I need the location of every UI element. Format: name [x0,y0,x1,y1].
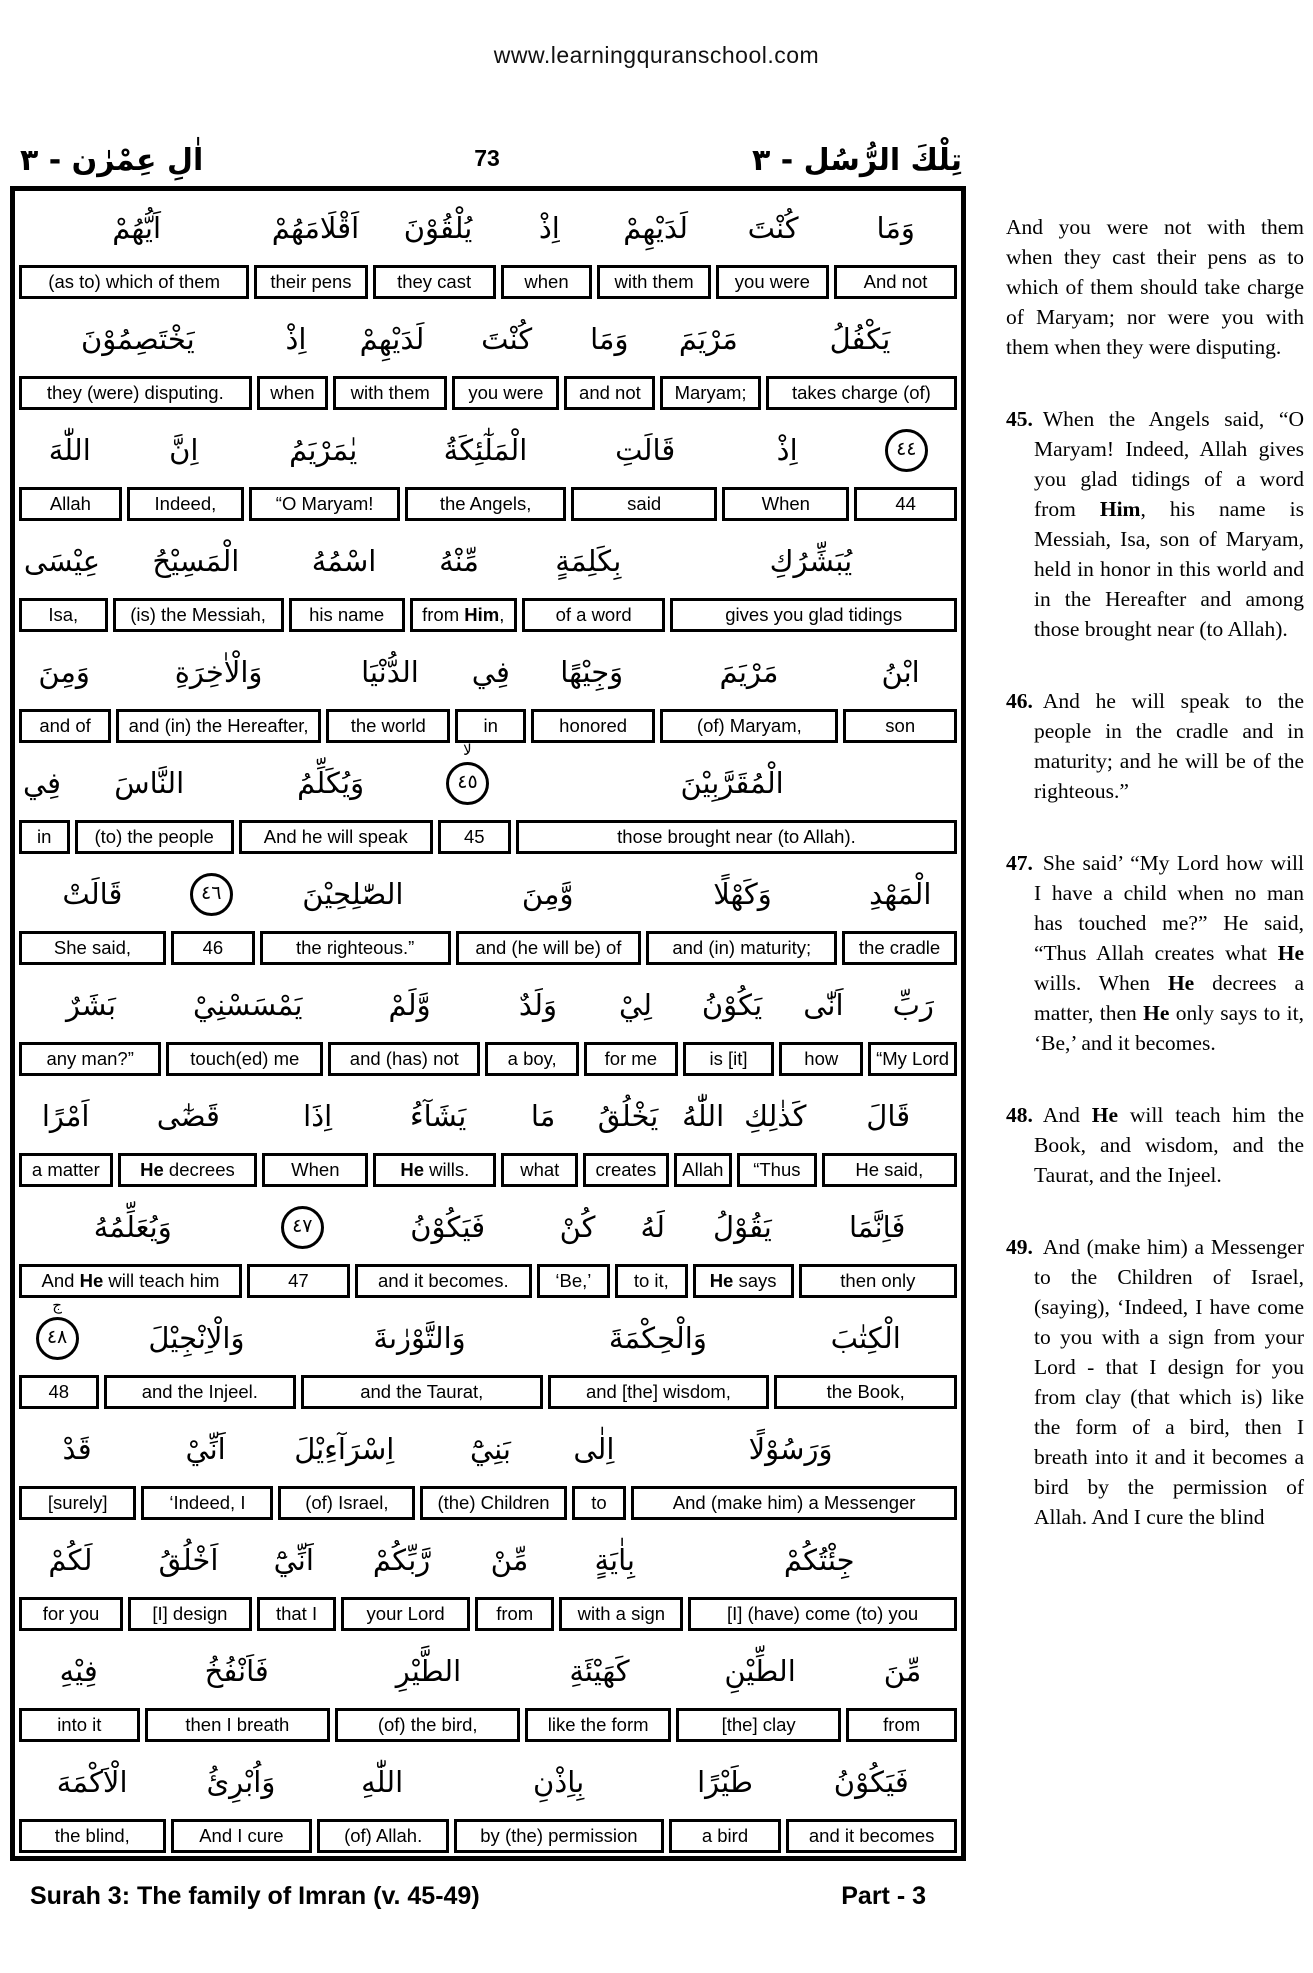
surah-footer-label: Surah 3: The family of Imran (v. 45-49) [30,1882,480,1910]
translation-cell: is [it] [683,1042,775,1076]
arabic-word: اِذَا [303,1099,333,1133]
arabic-word: رَبِّ [892,988,934,1022]
arabic-word: اِذْ [285,322,307,356]
arabic-word: وَّلَمْ [388,988,431,1022]
arabic-word: لَدَيْهِمْ [359,322,425,356]
verse-end-circle: ٤٥ لا [446,762,489,805]
translation-paragraph [1006,1232,1304,1532]
translation-cell: the blind, [19,1819,166,1853]
arabic-word: وَاُبْرِئُ [206,1765,276,1799]
arabic-word: بَنِيْٓ [470,1432,511,1466]
arabic-word: يُبَشِّرُكِ [769,544,853,578]
translation-cell: He wills. [373,1153,496,1187]
verse-number: 45. [1006,407,1033,431]
arabic-word: وَيُكَلِّمُ [297,766,365,800]
translation-cell: that I [257,1597,337,1631]
translation-cell: And He will teach him [19,1264,242,1298]
part-label: Part - 3 [841,1882,926,1910]
translation-cell: ‘Be,’ [537,1264,610,1298]
translation-cell: 44 [854,487,957,521]
translation-cell: for me [584,1042,678,1076]
arabic-word: وَمَا [590,322,629,356]
arabic-word: الطِّيْنِ [724,1654,796,1688]
translation-cell: He says [693,1264,794,1298]
translation-cell: and it becomes [786,1819,957,1853]
arabic-word: يَكُوْنُ [701,988,763,1022]
arabic-word: الدُّنْيَا [361,655,419,689]
arabic-word: مَا [530,1099,556,1133]
translation-cell: [the] clay [676,1708,841,1742]
translation-cell: takes charge (of) [766,376,957,410]
translation-cell: [I] design [128,1597,252,1631]
arabic-word: وَرَسُوْلًا [748,1432,833,1466]
arabic-word: يُلْقُوْنَ [403,211,473,245]
translation-cell: with them [597,265,710,299]
translation-line [15,1708,961,1742]
translation-cell: and (has) not [328,1042,480,1076]
page-number: 73 [474,145,500,171]
table-row [15,413,961,521]
translation-cell: you were [452,376,559,410]
arabic-line [15,1295,961,1375]
translation-cell: Allah [19,487,122,521]
arabic-line [15,413,961,487]
translation-cell: of a word [522,598,666,632]
arabic-word: اَنّٰى [803,988,844,1022]
arabic-word: بِاِذْنِ [533,1765,585,1799]
translation-cell: and the Injeel. [104,1375,296,1409]
verse-text: And He will teach him the Book, and wisdom, and the Taurat, and the Injeel. [1034,1103,1304,1187]
translation-cell: (the) Children [420,1486,567,1520]
arabic-word: فَيَكُوْنُ [410,1210,486,1244]
translation-cell: the Book, [774,1375,957,1409]
translation-cell: (of) Maryam, [660,709,838,743]
translation-cell: and (in) the Hereafter, [116,709,321,743]
page-header [12,126,962,178]
arabic-word [856,413,957,487]
arabic-line [15,857,961,931]
translation-cell: and not [564,376,655,410]
word-by-word-table [10,186,966,1861]
arabic-word: اَنِّيْٓ [273,1543,314,1577]
page-footer [30,1882,926,1911]
verse-end-circle: ٤٦ [190,873,233,916]
verse-text: When the Angels said, “O Maryam! Indeed, Allah gives you glad tidings of a word from Him, his name is Messiah, Isa, son of Maryam, held in honor in this world and in the Hereafter and among those brought near (to Allah). [1034,407,1304,641]
arabic-line [15,524,961,598]
translation-cell: When [722,487,849,521]
arabic-word: لِيْ [619,988,653,1022]
translation-paragraph [1006,686,1304,806]
translation-cell: what [501,1153,578,1187]
translation-paragraph [1006,1100,1304,1190]
arabic-word: فِي [22,766,62,800]
translation-cell: and the Taurat, [301,1375,542,1409]
arabic-word [251,1190,353,1264]
arabic-word: الْمُقَرَّبِيْنَ [680,766,784,800]
translation-paragraph [1006,404,1304,644]
arabic-word: لَدَيْهِمْ [623,211,688,245]
translation-line [15,1375,961,1409]
translation-line [15,1264,961,1298]
translation-cell: She said, [19,931,166,965]
verse-number: 49. [1006,1235,1033,1259]
arabic-word [19,1295,95,1375]
arabic-line [15,302,961,376]
translation-cell: like the form [525,1708,671,1742]
arabic-word: الْمَلٰٓئِكَةُ [443,433,528,467]
arabic-word: وَالْاِنْجِيْلَ [148,1321,245,1355]
translation-cell: (to) the people [75,820,234,854]
arabic-word: رَّبِّكُمْ [372,1543,431,1577]
translation-cell: the world [326,709,450,743]
arabic-word: قَالَ [866,1099,911,1133]
translation-line [15,1042,961,1076]
translation-cell: (as to) which of them [19,265,249,299]
arabic-line [15,968,961,1042]
translation-paragraph [1006,848,1304,1058]
translation-cell: from [846,1708,957,1742]
translation-cell: and (in) maturity; [646,931,837,965]
arabic-word: فَاَنْفُخُ [204,1654,269,1688]
translation-cell: and (he will be) of [456,931,642,965]
translation-line [15,1153,961,1187]
arabic-word: لَكُمْ [48,1543,93,1577]
arabic-word: وَّمِنَ [521,877,574,911]
table-row [15,857,961,965]
arabic-word: كُنْتَ [747,211,799,245]
translation-cell: your Lord [341,1597,470,1631]
arabic-word: مَرْيَمَ [719,655,779,689]
verse-number: 47. [1006,851,1033,875]
arabic-word: وَالتَّوْرٰىةَ [373,1321,466,1355]
arabic-line [15,1412,961,1486]
translation-cell: 48 [19,1375,99,1409]
arabic-word: يَشَآءُ [409,1099,467,1133]
translation-cell: son [843,709,957,743]
translation-cell: gives you glad tidings [670,598,957,632]
translation-cell: the cradle [842,931,957,965]
translation-cell: those brought near (to Allah). [516,820,957,854]
translation-cell: in [455,709,526,743]
table-row [15,1523,961,1631]
arabic-word: قَالَتِ [615,433,676,467]
arabic-word: فِي [471,655,510,689]
verse-number: 48. [1006,1103,1033,1127]
table-row [15,740,961,854]
table-row [15,1079,961,1187]
arabic-line [15,1745,961,1819]
arabic-word: كَهَيْئَةِ [569,1654,630,1688]
translation-cell: “My Lord [868,1042,957,1076]
translation-cell: with a sign [559,1597,683,1631]
translation-line [15,265,961,299]
surah-name-arabic: اٰلِ عِمْرٰن - ٣ [20,143,204,178]
verse-end-circle: ٤٨ ج [36,1317,79,1360]
table-row [15,524,961,632]
arabic-word: اِذْ [776,433,798,467]
translation-cell: a boy, [485,1042,579,1076]
arabic-word: الطَّيْرِ [395,1654,462,1688]
arabic-word: كَذٰلِكِ [744,1099,807,1133]
translation-cell: “Thus [737,1153,816,1187]
translation-cell: his name [289,598,405,632]
table-row [15,1745,961,1853]
arabic-word: فِيْهِ [59,1654,98,1688]
translation-cell: Isa, [19,598,108,632]
arabic-word: الْمَهْدِ [869,877,932,911]
arabic-word [433,740,503,820]
arabic-word: يَقُوْلُ [713,1210,772,1244]
translation-cell: ‘Indeed, I [141,1486,273,1520]
translation-cell: you were [716,265,829,299]
arabic-word: وَمِنَ [38,655,90,689]
translation-line [15,709,961,743]
arabic-word: قَدْ [62,1432,92,1466]
waqf-mark: ج [52,1295,62,1314]
translation-cell: And not [834,265,957,299]
verse-text: And (make him) a Messenger to the Children of Israel, (saying), ‘Indeed, I have come to you with a sign from your Lord - that I design for you from clay (that which is) like the form of a bird, then I breath into it and it becomes a bird by the permission of Allah. And I cure the blind [1034,1235,1304,1529]
verse-number: 46. [1006,689,1033,713]
arabic-line [15,191,961,265]
table-row [15,1190,961,1298]
translation-cell: He decrees [118,1153,258,1187]
translation-line [15,1819,961,1853]
arabic-word: مِّنْهُ [439,544,479,578]
translation-cell: And I cure [171,1819,313,1853]
arabic-word: قَالَتْ [62,877,123,911]
arabic-word: وَالْاٰخِرَةِ [174,655,263,689]
site-url: www.learningquranschool.com [493,42,820,68]
arabic-word: الصّٰلِحِيْنَ [302,877,404,911]
arabic-word: وَجِيْهًا [560,655,624,689]
arabic-word: وَمَا [876,211,915,245]
table-row [15,1634,961,1742]
translation-cell: [surely] [19,1486,136,1520]
translation-cell: Allah [674,1153,733,1187]
arabic-word: اَخْلُقُ [158,1543,219,1577]
translation-cell: a bird [669,1819,782,1853]
translation-cell: (of) Allah. [317,1819,449,1853]
arabic-line [15,1190,961,1264]
translation-cell: to [572,1486,626,1520]
arabic-line [15,1523,961,1597]
translation-cell: (is) the Messiah, [113,598,284,632]
arabic-word: بَشَرٌ [66,988,116,1022]
arabic-word: كُنْ [559,1210,596,1244]
translation-cell: in [19,820,70,854]
translation-line [15,1486,961,1520]
translation-cell: honored [531,709,655,743]
translation-cell: a matter [19,1153,113,1187]
verse-text: And he will speak to the people in the cradle and in maturity; and he will be of the righteous.” [1034,689,1304,803]
verse-end-circle: ٤٤ [885,429,928,472]
arabic-line [15,740,961,820]
arabic-word: مِّنَ [883,1654,922,1688]
translation-line [15,598,961,632]
arabic-word: اسْمُهُ [311,544,377,578]
arabic-word: فَيَكُوْنُ [833,1765,909,1799]
translation-cell: they (were) disputing. [19,376,252,410]
arabic-word: قَضٰٓى [156,1099,220,1133]
arabic-line [15,1634,961,1708]
translation-cell: 46 [171,931,255,965]
arabic-word: وَكَهْلًا [713,877,772,911]
translation-line [15,820,961,854]
juz-name-arabic: تِلْكَ الرُّسُل - ٣ [751,143,962,178]
translation-cell: when [501,265,593,299]
translation-cell: said [571,487,717,521]
arabic-word: اللّٰهَ [48,433,91,467]
translation-line [15,931,961,965]
translation-cell: then only [799,1264,957,1298]
table-row [15,968,961,1076]
verse-text: And you were not with them when they cast their pens as to which of them should take charge of Maryam; nor were you with them when they were disputing. [1006,215,1304,359]
arabic-word: النَّاسَ [114,766,185,800]
translation-cell: into it [19,1708,140,1742]
translation-cell: from [475,1597,555,1631]
translation-cell: by (the) permission [454,1819,664,1853]
translation-cell: to it, [615,1264,687,1298]
translation-cell: 47 [247,1264,350,1298]
arabic-word: الْاَكْمَهَ [56,1765,128,1799]
table-row [15,1412,961,1520]
arabic-word: عِيْسَى [23,544,101,578]
arabic-word: مَرْيَمَ [678,322,738,356]
arabic-word: يَخْلُقُ [597,1099,659,1133]
translation-cell: how [779,1042,863,1076]
translation-paragraph [1006,212,1304,362]
translation-cell: And (make him) a Messenger [631,1486,957,1520]
arabic-word: اِسْرَآءِيْلَ [294,1432,395,1466]
table-row [15,635,961,743]
translation-cell: when [257,376,329,410]
arabic-word [171,857,252,931]
arabic-word: اَيُّهُمْ [112,211,161,245]
arabic-word: يَخْتَصِمُوْنَ [80,322,195,356]
translation-cell: touch(ed) me [166,1042,323,1076]
translation-cell: and it becomes. [355,1264,532,1298]
translation-cell: any man?” [19,1042,161,1076]
arabic-word: الْمَسِيْحُ [152,544,240,578]
arabic-word: ابْنُ [881,655,920,689]
arabic-word: بِاٰيَةٍ [594,1543,635,1577]
table-row [15,302,961,410]
arabic-word: وَيُعَلِّمُهُ [93,1210,172,1244]
translation-cell: with them [333,376,447,410]
translation-cell: the righteous.” [260,931,451,965]
arabic-word: اللّٰهِ [361,1765,404,1799]
table-row [15,191,961,299]
table-row [15,1295,961,1409]
translation-cell: (of) the bird, [335,1708,520,1742]
arabic-word: اللّٰهُ [682,1099,725,1133]
translation-cell: [I] (have) come (to) you [688,1597,957,1631]
translation-cell: their pens [254,265,367,299]
arabic-word: اِلٰى [573,1432,615,1466]
waqf-mark: لا [463,740,472,759]
arabic-word: يَكْفُلُ [829,322,891,356]
translation-cell: He said, [822,1153,957,1187]
arabic-word: اَمْرًا [41,1099,90,1133]
translation-cell: they cast [373,265,496,299]
translation-line [15,487,961,521]
translation-cell: the Angels, [405,487,566,521]
arabic-word: جِئْتُكُمْ [783,1543,855,1577]
arabic-word: طَيْرًا [697,1765,753,1799]
translation-column [1006,212,1304,1574]
arabic-word: يٰمَرْيَمُ [289,433,358,467]
arabic-word: يَمْسَسْنِيْ [192,988,303,1022]
arabic-line [15,635,961,709]
translation-cell: and [the] wisdom, [548,1375,770,1409]
verse-text: She said’ “My Lord how will I have a child when no man has touched me?” He said, “Thus Allah creates what He wills. When He decrees a matter, then He only says to it, ‘Be,’ and it becomes. [1034,851,1304,1055]
translation-line [15,376,961,410]
arabic-word: اِذْ [538,211,560,245]
translation-cell: When [262,1153,368,1187]
translation-line [15,1597,961,1631]
translation-cell: then I breath [145,1708,330,1742]
translation-cell: for you [19,1597,123,1631]
arabic-line [15,1079,961,1153]
translation-cell: (of) Israel, [278,1486,415,1520]
arabic-word: اَقْلَامَهُمْ [271,211,360,245]
translation-cell: “O Maryam! [249,487,400,521]
translation-cell: Indeed, [127,487,244,521]
arabic-word: اَنِّيْ [185,1432,226,1466]
translation-cell: and of [19,709,111,743]
arabic-word: بِكَلِمَةٍ [555,544,622,578]
arabic-word: الْكِتٰبَ [830,1321,901,1355]
arabic-word: لَهُ [640,1210,665,1244]
translation-cell: from Him, [410,598,517,632]
verse-end-circle: ٤٧ [281,1206,324,1249]
translation-cell: Maryam; [660,376,761,410]
arabic-word: فَاِنَّمَا [848,1210,906,1244]
arabic-word: وَلَدٌ [518,988,557,1022]
arabic-word: كُنْتَ [481,322,533,356]
translation-cell: And he will speak [239,820,433,854]
arabic-word: اِنَّ [169,433,199,467]
arabic-word: وَالْحِكْمَةَ [608,1321,707,1355]
translation-cell: 45 [438,820,511,854]
arabic-word: مِّنْ [490,1543,529,1577]
translation-cell: creates [583,1153,668,1187]
